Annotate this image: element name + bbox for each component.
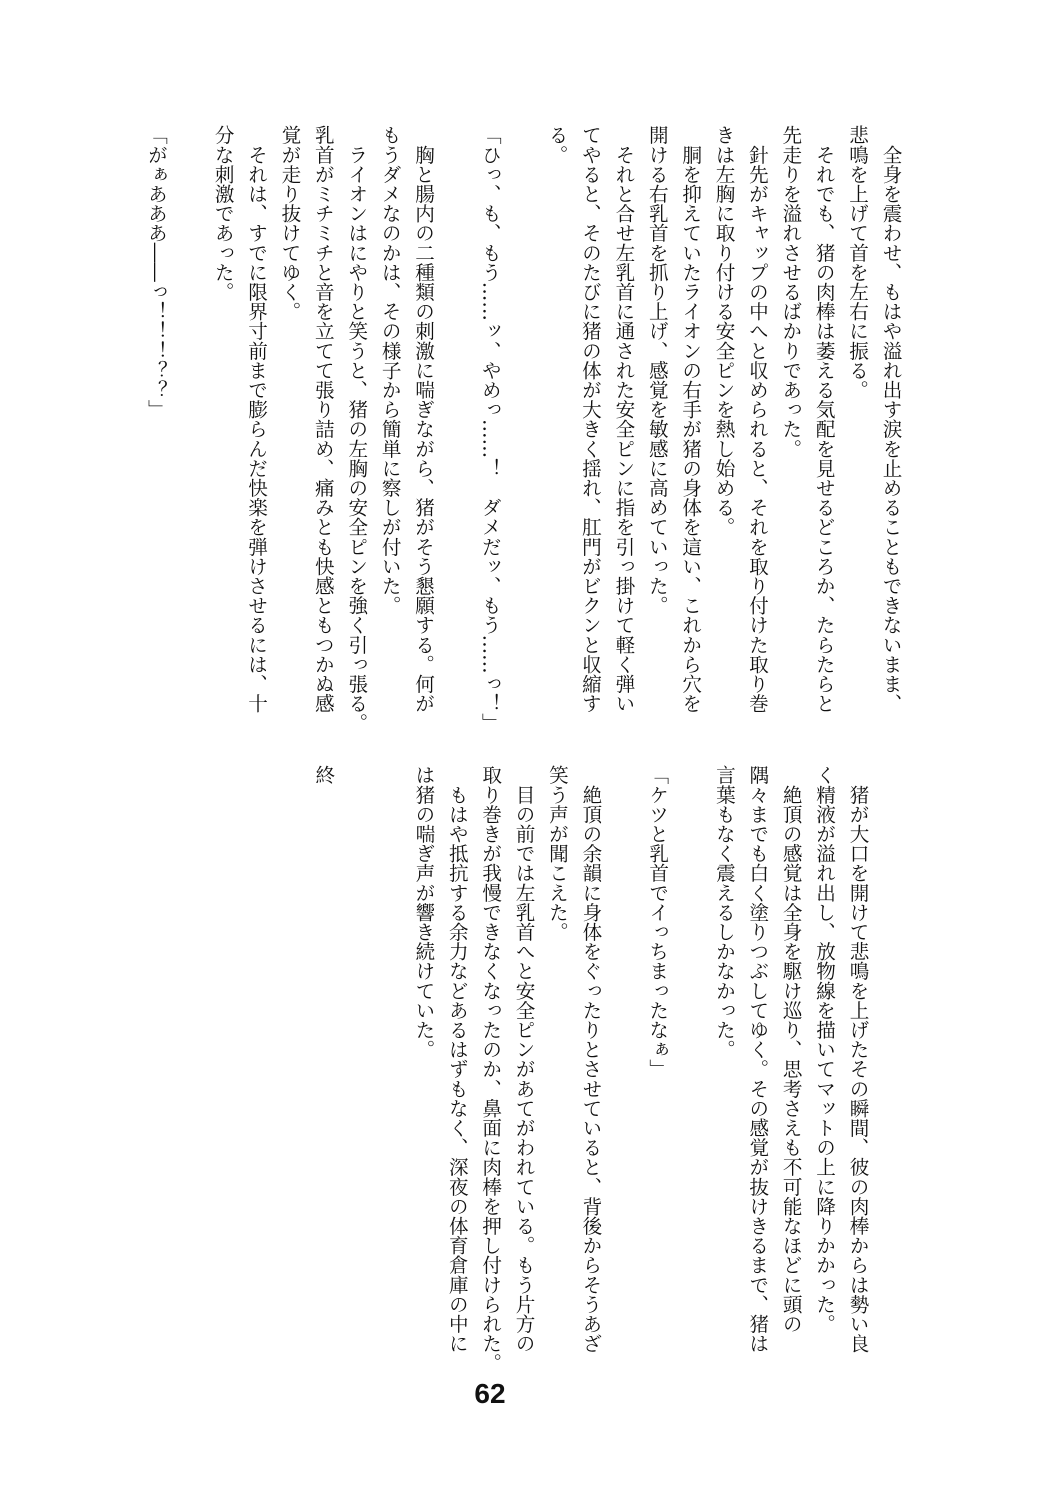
lower-text-block [306, 765, 874, 1373]
blank-column [373, 765, 406, 1365]
blank-column [674, 765, 707, 1365]
text-column: それは、すでに限界寸前まで膨らんだ快楽を弾けさせるには、十 [244, 125, 268, 713]
text-column: 言葉もなく震えるしかなかった。 [712, 765, 736, 1059]
blank-column [440, 125, 473, 725]
text-column: 覚が走り抜けてゆく。 [277, 125, 301, 321]
text-column: 絶頂の感覚は全身を駆け巡り、思考さえも不可能なほどに頭の [779, 765, 803, 1334]
text-column: てやると、そのたびに猪の体が大きく揺れ、肛門がビクンと収縮す [578, 125, 602, 713]
text-column: それと合せ左乳首に通された安全ピンに指を引っ掛けて軽く弾い [611, 125, 635, 713]
text-column: 全身を震わせ、もはや溢れ出す涙を止めることもできないまま、 [879, 125, 902, 713]
text-column: きは左胸に取り付ける安全ピンを熱し始める。 [712, 125, 736, 537]
text-column: く精液が溢れ出し、放物線を描いてマットの上に降りかかった。 [812, 765, 836, 1334]
upper-text-block [139, 125, 907, 733]
text-column: 分な刺激であった。 [211, 125, 235, 302]
text-column: は猪の喘ぎ声が響き続けていた。 [411, 765, 435, 1059]
blank-column [506, 125, 539, 725]
blank-column [340, 765, 373, 1365]
text-column: 「ケツと乳首でイっちまったなぁ」 [645, 765, 669, 1079]
text-column: 猪が大口を開けて悲鳴を上げたその瞬間、彼の肉棒からは勢い良 [846, 765, 869, 1353]
text-column: 終 [311, 765, 335, 785]
text-column: ライオンはにやりと笑うと、猪の左胸の安全ピンを強く引っ張る。 [344, 125, 368, 733]
text-column: 「ひっ、も、もう……ッ、やめっ……！ ダメだッ、もう……っ！」 [478, 125, 502, 733]
text-column: 先走りを溢れさせるばかりであった。 [778, 125, 802, 459]
text-column: 針先がキャップの中へと収められると、それを取り付けた取り巻 [745, 125, 769, 713]
text-column: 胴を抑えていたライオンの右手が猪の身体を這い、これから穴を [678, 125, 702, 713]
text-column: もうダメなのかは、その様子から簡単に察しが付いた。 [378, 125, 402, 615]
text-column: 乳首がミチミチと音を立てて張り詰め、痛みとも快感ともつかぬ感 [311, 125, 335, 713]
text-column: る。 [545, 125, 569, 165]
page-number: 62 [474, 1378, 506, 1409]
text-column: 開ける右乳首を抓り上げ、感覚を敏感に高めていった。 [645, 125, 669, 615]
text-column: 笑う声が聞こえた。 [545, 765, 569, 942]
blank-column [172, 125, 205, 725]
text-column: 「がぁあああ――っ！！！？？」 [144, 125, 168, 419]
text-column: それでも、猪の肉棒は萎える気配を見せるどころか、たらたらと [812, 125, 836, 713]
text-column: 絶頂の余韻に身体をぐったりとさせていると、背後からそうあざ [578, 765, 602, 1353]
text-column: 悲鳴を上げて首を左右に振る。 [845, 125, 869, 400]
text-column: 胸と腸内の二種類の刺激に喘ぎながら、猪がそう懇願する。何が [411, 125, 435, 713]
text-column: 取り巻きが我慢できなくなったのか、鼻面に肉棒を押し付けられた。 [478, 765, 502, 1373]
text-column: 目の前では左乳首へと安全ピンがあてがわれている。もう片方の [512, 765, 536, 1353]
text-column: 隅々までも白く塗りつぶしてゆく。その感覚が抜けきるまで、猪は [745, 765, 769, 1353]
blank-column [607, 765, 640, 1365]
text-column: もはや抵抗する余力などあるはずもなく、深夜の体育倉庫の中に [445, 765, 469, 1353]
